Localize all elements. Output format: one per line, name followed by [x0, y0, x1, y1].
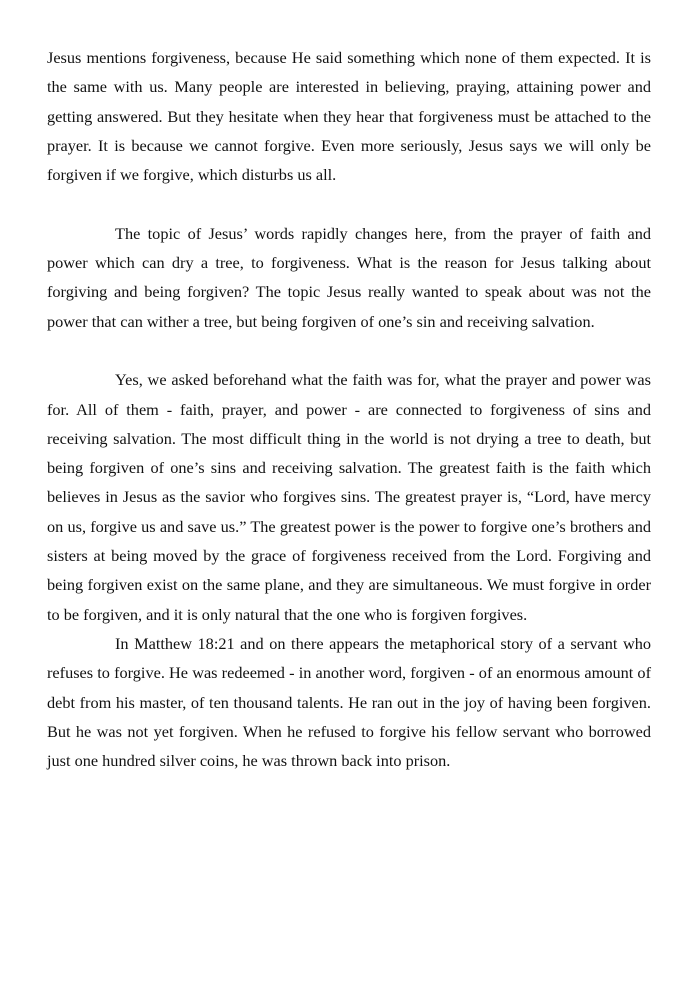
document-page	[47, 43, 651, 775]
paragraph-faith-prayer-power: Yes, we asked beforehand what the faith was for, what the prayer and power was for. All of them - faith, prayer, and power - are connected to forgiveness of sins and receiving salvation. The most difficult thing in the world is not drying a tree to death, but being forgiven of one’s sins and receiving salvation. The greatest faith is the faith which believes in Jesus as the savior who forgives sins. The greatest prayer is, “Lord, have mercy on us, forgive us and save us.” The greatest power is the power to forgive one’s brothers and sisters at being moved by the grace of forgiveness received from the Lord. Forgiving and being forgiven exist on the same plane, and they are simultaneous. We must forgive in order to be forgiven, and it is only natural that the one who is forgiven forgives.	[47, 370, 651, 624]
paragraph-forgiveness-intro: Jesus mentions forgiveness, because He said something which none of them expected. It is the same with us. Many people are interested in believing, praying, attaining power and getting answered. But they hesitate when they hear that forgiveness must be attached to the prayer. It is because we cannot forgive. Even more seriously, Jesus says we will only be forgiven if we forgive, which disturbs us all.	[47, 48, 651, 185]
paragraph-matthew-servant: In Matthew 18:21 and on there appears the metaphorical story of a servant who refuses to forgive. He was redeemed - in another word, forgiven - of an enormous amount of debt from his master, of ten thousand talents. He ran out in the joy of having been forgiven. But he was not yet forgiven. When he refused to forgive his fellow servant who borrowed just one hundred silver coins, he was thrown back into prison.	[47, 633, 651, 771]
paragraph-topic-change: The topic of Jesus’ words rapidly changes here, from the prayer of faith and power which can dry a tree, to forgiveness. What is the reason for Jesus talking about forgiving and being forgiven? The topic Jesus really wanted to speak about was not the power that can wither a tree, but being forgiven of one’s sin and receiving salvation.	[47, 223, 651, 331]
